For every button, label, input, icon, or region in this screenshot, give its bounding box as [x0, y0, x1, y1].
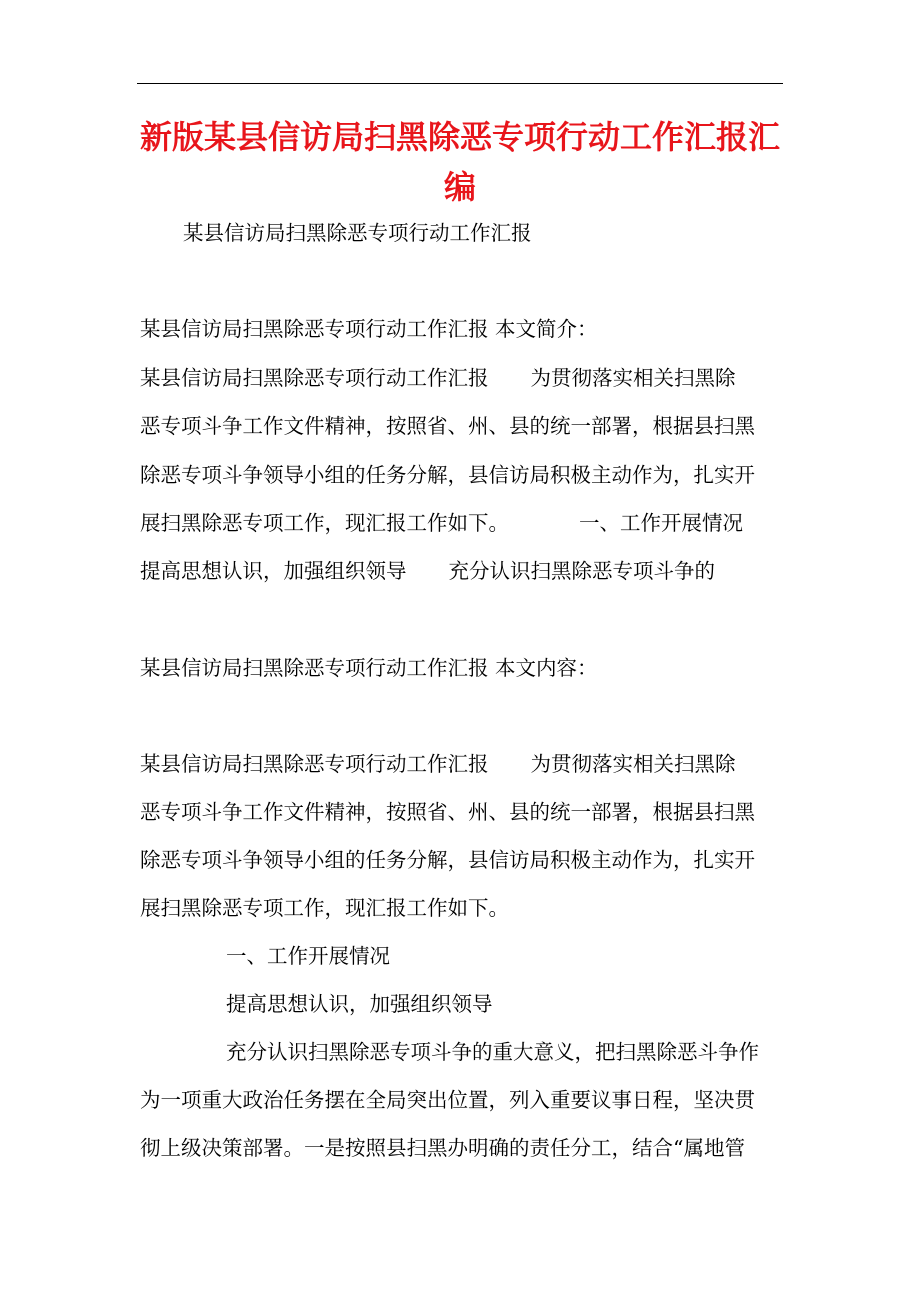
intro-line-4: 展扫黑除恶专项工作，现汇报工作如下。 一、工作开展情况	[140, 511, 743, 535]
header-rule	[137, 83, 783, 84]
intro-line-1: 某县信访局扫黑除恶专项行动工作汇报 为贯彻落实相关扫黑除	[140, 366, 736, 390]
intro-line-2: 恶专项斗争工作文件精神，按照省、州、县的统一部署，根据县扫黑	[140, 414, 755, 438]
content-line-4: 展扫黑除恶专项工作，现汇报工作如下。	[140, 896, 509, 920]
content-heading: 某县信访局扫黑除恶专项行动工作汇报 本文内容：	[140, 656, 598, 680]
document-title	[140, 112, 780, 212]
content-line-2: 恶专项斗争工作文件精神，按照省、州、县的统一部署，根据县扫黑	[140, 800, 755, 824]
intro-line-5: 提高思想认识，加强组织领导 充分认识扫黑除恶专项斗争的	[140, 559, 715, 583]
content-line-1: 某县信访局扫黑除恶专项行动工作汇报 为贯彻落实相关扫黑除	[140, 752, 736, 776]
content-line-6: 为一项重大政治任务摆在全局突出位置，列入重要议事日程，坚决贯	[140, 1088, 755, 1112]
content-line-7: 彻上级决策部署。一是按照县扫黑办明确的责任分工，结合“属地管	[140, 1136, 745, 1160]
subtitle: 某县信访局扫黑除恶专项行动工作汇报	[183, 221, 532, 245]
title-line-1: 新版某县信访局扫黑除恶专项行动工作汇报汇	[140, 118, 781, 156]
content-line-5: 充分认识扫黑除恶专项斗争的重大意义，把扫黑除恶斗争作	[226, 1040, 759, 1064]
subsection-heading: 提高思想认识，加强组织领导	[226, 992, 493, 1016]
content-line-3: 除恶专项斗争领导小组的任务分解，县信访局积极主动作为，扎实开	[140, 848, 755, 872]
intro-line-3: 除恶专项斗争领导小组的任务分解，县信访局积极主动作为，扎实开	[140, 463, 755, 487]
section-heading: 一、工作开展情况	[226, 944, 390, 968]
intro-heading: 某县信访局扫黑除恶专项行动工作汇报 本文简介：	[140, 317, 598, 341]
title-line-2: 编	[443, 168, 476, 206]
